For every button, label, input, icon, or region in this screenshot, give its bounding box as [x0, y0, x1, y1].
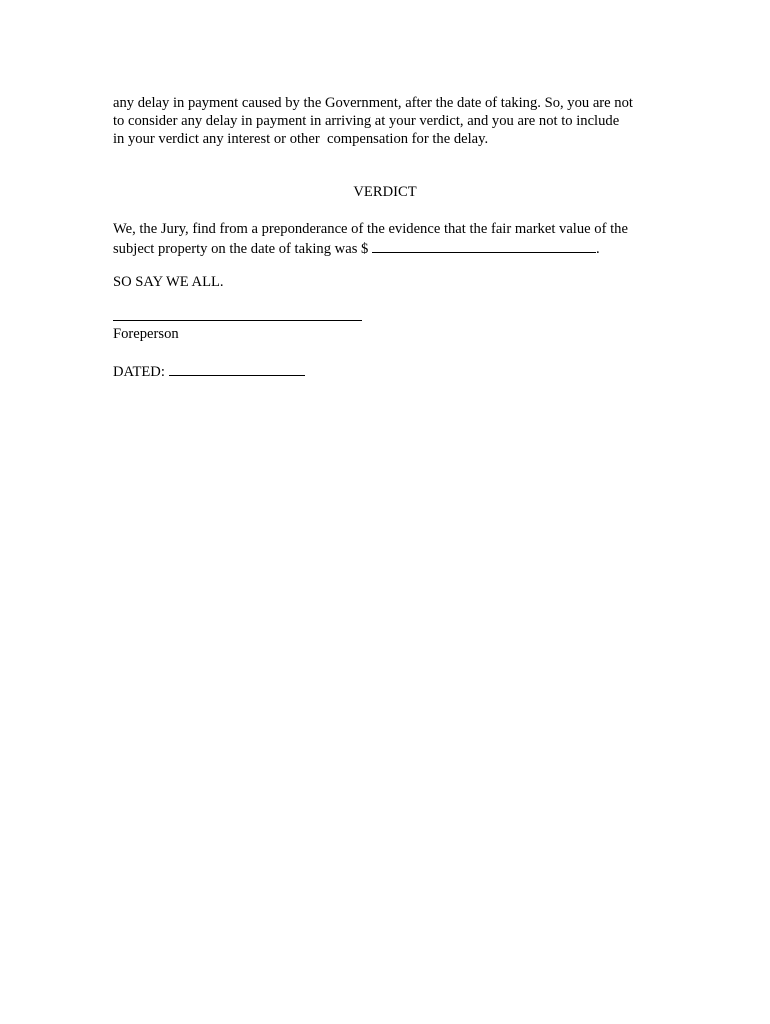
so-say-we-all: SO SAY WE ALL.	[113, 274, 224, 290]
foreperson-signature-line[interactable]	[113, 320, 362, 321]
foreperson-label: Foreperson	[113, 326, 179, 342]
fair-market-value-blank[interactable]	[372, 238, 596, 253]
date-blank[interactable]	[169, 361, 305, 376]
dated-label: DATED:	[113, 364, 169, 380]
intro-line-1: any delay in payment caused by the Government, after the date of taking. So, you are not	[113, 95, 633, 111]
verdict-line-1: We, the Jury, find from a preponderance of the evidence that the fair market value of the	[113, 221, 628, 237]
intro-line-3: in your verdict any interest or other compensation for the delay.	[113, 131, 489, 147]
intro-line-2: to consider any delay in payment in arriving at your verdict, and you are not to include	[113, 113, 620, 129]
dated-line	[113, 361, 305, 381]
verdict-heading: VERDICT	[353, 184, 417, 200]
verdict-line-2	[113, 238, 600, 258]
verdict-line-2-prefix: subject property on the date of taking was $	[113, 241, 372, 257]
verdict-line-2-suffix: .	[595, 241, 600, 257]
